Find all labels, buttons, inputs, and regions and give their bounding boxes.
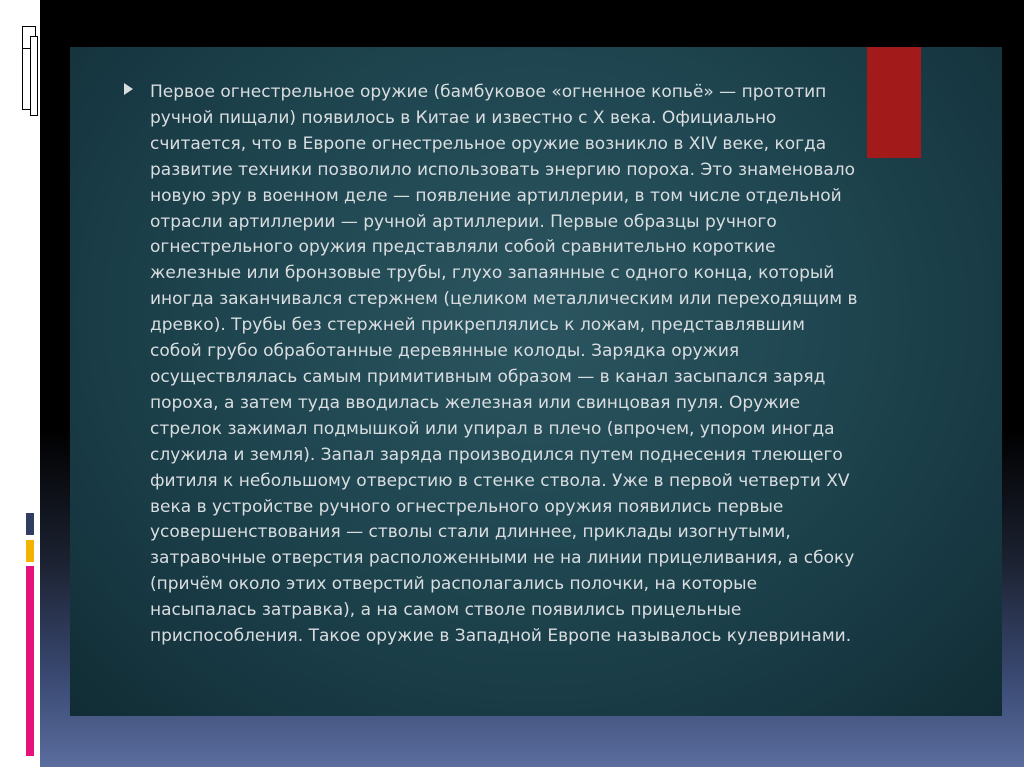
yellow-accent-bar (26, 540, 34, 562)
bullet-arrow-icon (124, 83, 133, 95)
left-decorative-strip (0, 0, 40, 767)
slide-body-text: Первое огнестрельное оружие (бамбуковое «огненное копьё» — прототип ручной пищали) появилось в Китае и известно с X века. Официально считается, что в Европе огнестрельное оружие возникло в XIV веке, когда развитие техники позволило использовать энергию пороха. Это знаменовало новую эру в военном деле — появление артиллерии, в том числе отдельной отрасли артиллерии — ручной артиллерии. Первые образцы ручного огнестрельного оружия представляли собой сравнительно короткие железные или бронзовые трубы, глухо запаянные с одного конца, который иногда заканчивался стержнем (целиком металлическим или переходящим в древко). Трубы без стержней прикреплялись к ложам, представлявшим собой грубо обработанные деревянные колоды. Зарядка оружия осуществлялась самым примитивным образом — в канал засыпался заряд пороха, а затем туда вводилась железная или свинцовая пуля. Оружие стрелок зажимал подмышкой или упирал в плечо (впрочем, упором иногда служила и земля). Запал заряда производился путем поднесения тлеющего фитиля к небольшому отверстию в стенке ствола. Уже в первой четверти XV века в устройстве ручного огнестрельного оружия появились первые усовершенствования — стволы стали длиннее, приклады изогнутыми, затравочные отверстия расположенными не на линии прицеливания, а сбоку (причём около этих отверстий располагались полочки, на которые насыпалась затравка), а на самом стволе появились прицельные приспособления. Такое оружие в Западной Европе называлось кулевринами. (150, 82, 858, 647)
navy-accent-bar (26, 513, 34, 535)
slide-content (70, 47, 1002, 716)
magenta-accent-bar (26, 566, 34, 756)
red-accent-tab (867, 47, 921, 158)
left-frame-rect (30, 36, 38, 116)
